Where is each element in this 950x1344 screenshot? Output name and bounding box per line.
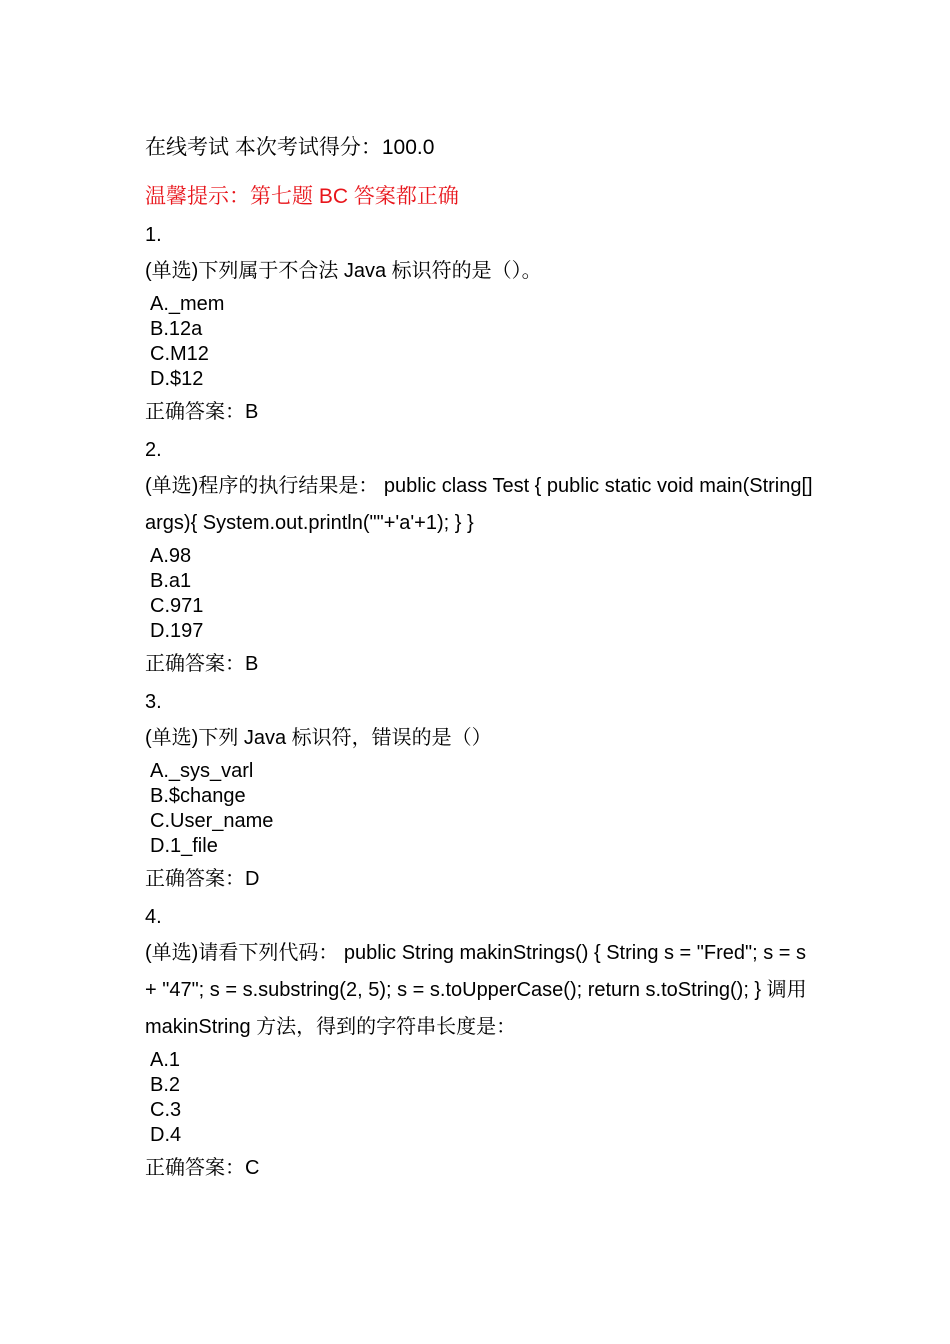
- option-b: B.a1: [150, 570, 192, 592]
- question-1: [145, 217, 815, 430]
- question-number: 3.: [145, 691, 162, 713]
- option-d: D.197: [150, 620, 204, 642]
- exam-score-title: 在线考试 本次考试得分：100.0: [145, 136, 435, 159]
- correct-answer: 正确答案：B: [145, 401, 259, 423]
- option-a: A.1: [150, 1049, 181, 1071]
- option-list: [145, 292, 815, 392]
- option-c: C.3: [150, 1099, 182, 1121]
- option-c: C.User_name: [150, 810, 274, 832]
- question-4: [145, 899, 815, 1186]
- option-list: [145, 759, 815, 859]
- option-b: B.12a: [150, 318, 203, 340]
- correct-answer: 正确答案：B: [145, 653, 259, 675]
- option-c: C.M12: [150, 343, 209, 365]
- option-list: [145, 1048, 815, 1148]
- option-c: C.971: [150, 595, 204, 617]
- question-text: (单选)下列 Java 标识符，错误的是（）: [145, 727, 492, 749]
- option-b: B.$change: [150, 785, 246, 807]
- correct-answer: 正确答案：D: [145, 868, 260, 890]
- option-d: D.4: [150, 1124, 182, 1146]
- question-text: (单选)程序的执行结果是： public class Test { public static void main(String[] args){ System.out.println(""+'a'+1); } }: [145, 475, 813, 534]
- option-a: A.98: [150, 545, 192, 567]
- question-text: (单选)下列属于不合法 Java 标识符的是（）。: [145, 260, 542, 282]
- question-text: (单选)请看下列代码： public String makinStrings() { String s = "Fred"; s = s + "47"; s = s.substring(2, 5); s = s.toUpperCase(); return s.toString(); } 调用 makinString 方法，得到的字符串长度是：: [145, 942, 807, 1038]
- correct-answer: 正确答案：C: [145, 1157, 260, 1179]
- question-3: [145, 684, 815, 897]
- option-d: D.1_file: [150, 835, 218, 857]
- option-b: B.2: [150, 1074, 181, 1096]
- option-list: [145, 544, 815, 644]
- option-d: D.$12: [150, 368, 204, 390]
- warm-tip: 温馨提示：第七题 BC 答案都正确: [145, 185, 459, 208]
- option-a: A._mem: [150, 293, 225, 315]
- question-2: [145, 432, 815, 682]
- question-number: 4.: [145, 906, 162, 928]
- question-number: 1.: [145, 224, 162, 246]
- exam-document: [145, 130, 815, 1186]
- option-a: A._sys_varl: [150, 760, 254, 782]
- question-number: 2.: [145, 439, 162, 461]
